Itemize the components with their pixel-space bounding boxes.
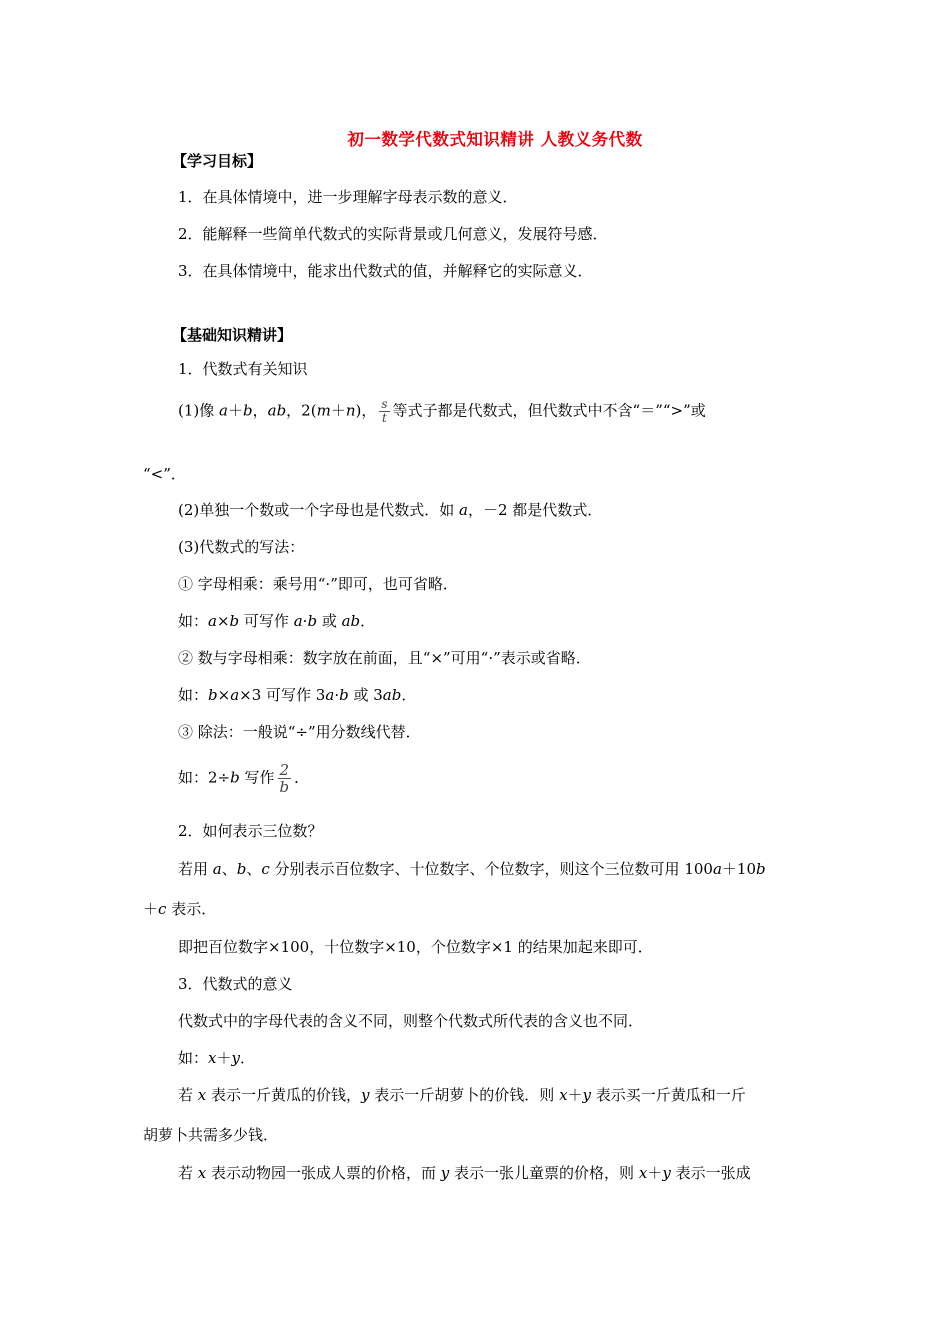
rule-3-example: 如：2÷b 写作 $\frac{2}{b}$ ． <box>178 761 310 796</box>
paragraph-meaning: 代数式中的字母代表的含义不同，则整个代数式所代表的含义也不同． <box>178 1012 644 1030</box>
topic-title-1: 1．代数式有关知识 <box>178 360 308 378</box>
section-heading-objectives: 【学习目标】 <box>172 152 263 170</box>
paragraph-examples-cont: “<”． <box>143 465 186 483</box>
paragraph-three-digit: 若用 a、b、c 分别表示百位数字、十位数字、个位数字，则这个三位数可用 100a＋10b <box>178 860 766 878</box>
topic-title-2: 2．如何表示三位数？ <box>178 822 323 840</box>
objective-item-3: 3．在具体情境中，能求出代数式的值，并解释它的实际意义． <box>178 262 593 280</box>
paragraph-zoo: 若 x 表示动物园一张成人票的价格，而 y 表示一张儿童票的价格，则 x＋y 表示一张成 <box>178 1164 751 1182</box>
paragraph-cucumber: 若 x 表示一斤黄瓜的价钱，y 表示一斤胡萝卜的价钱．则 x＋y 表示买一斤黄瓜和一斤 <box>178 1086 746 1104</box>
topic-title-3: 3．代数式的意义 <box>178 975 293 993</box>
document-title: 初一数学代数式知识精讲 人教义务代数 <box>347 130 643 149</box>
paragraph-single-term: (2)单独一个数或一个字母也是代数式．如 a，－2 都是代数式． <box>178 501 603 519</box>
rule-2-example: 如：b×a×3 可写作 3a·b 或 3ab． <box>178 686 417 704</box>
fraction-2-over-b: $\frac{2}{b}$ <box>279 761 290 796</box>
paragraph-three-digit-explain: 即把百位数字×100，十位数字×10，个位数字×1 的结果加起来即可． <box>178 938 653 956</box>
rule-2: ② 数与字母相乘：数字放在前面，且“×”可用“·”表示或省略． <box>178 649 591 667</box>
fraction-s-over-t: $\frac{s}{t}$ <box>381 397 388 425</box>
objective-item-1: 1．在具体情境中，进一步理解字母表示数的意义． <box>178 188 518 206</box>
section-heading-basics: 【基础知识精讲】 <box>172 326 293 344</box>
rule-1: ① 字母相乘：乘号用“·”即可，也可省略． <box>178 575 458 593</box>
paragraph-writing-rules: (3)代数式的写法： <box>178 538 305 556</box>
paragraph-meaning-example: 如：x＋y． <box>178 1049 255 1067</box>
paragraph-three-digit-cont: ＋c 表示． <box>143 900 217 918</box>
rule-1-example: 如：a×b 可写作 a·b 或 ab． <box>178 612 376 630</box>
rule-3: ③ 除法：一般说“÷”用分数线代替． <box>178 723 421 741</box>
objective-item-2: 2．能解释一些简单代数式的实际背景或几何意义，发展符号感． <box>178 225 608 243</box>
paragraph-cucumber-cont: 胡萝卜共需多少钱． <box>143 1126 279 1144</box>
paragraph-examples: (1)像 a＋b，ab，2(m＋n)， $\frac{s}{t}$ 等式子都是代数式，但代数式中不含“＝”“>”或 <box>178 397 706 425</box>
